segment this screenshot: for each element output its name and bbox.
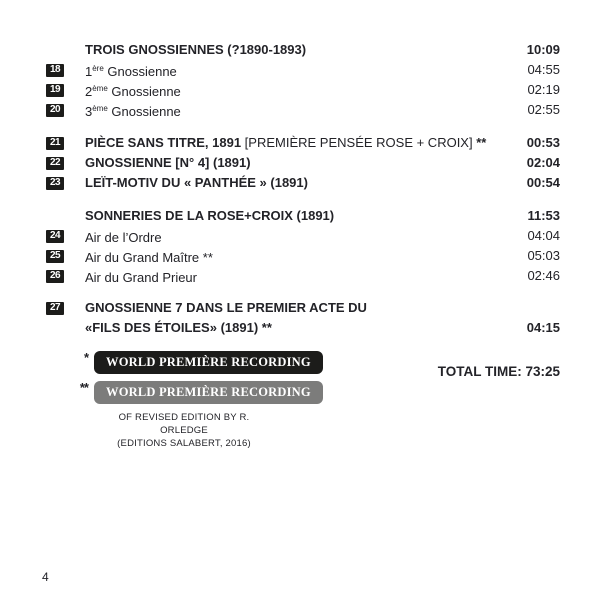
section-gap [46, 193, 560, 206]
section-gap [46, 286, 560, 298]
track-row [46, 266, 560, 286]
track-title-line2: «FILS DES ÉTOILES» (1891) ** [85, 320, 272, 335]
track-number-badge: 25 [46, 250, 64, 263]
track-title: PIÈCE SANS TITRE, 1891 [PREMIÈRE PENSÉE ROSE + CROIX] ** [85, 135, 487, 150]
ordinal-superscript: ère [92, 63, 104, 73]
footnote-single [60, 351, 323, 374]
track-time: 04:15 [526, 320, 560, 335]
footnote-caption [94, 411, 274, 450]
world-premiere-badge-gray: WORLD PREMIÈRE RECORDING [94, 381, 323, 404]
track-number-badge: 21 [46, 137, 64, 150]
track-time: 02:04 [526, 155, 560, 170]
ordinal-superscript: ème [92, 83, 108, 93]
track-title: LEÏT-MOTIV DU « PANTHÉE » (1891) [85, 175, 308, 190]
track-time: 00:53 [526, 135, 560, 150]
world-premiere-badge-black: WORLD PREMIÈRE RECORDING [94, 351, 323, 374]
footnote-caption-line2: (EDITIONS SALABERT, 2016) [117, 438, 251, 449]
section-time: 10:09 [526, 42, 560, 57]
track-row [46, 226, 560, 246]
track-title: 1ère Gnossienne [85, 63, 177, 79]
section-gap [46, 120, 560, 133]
track-title: GNOSSIENNE [N° 4] (1891) [85, 155, 251, 170]
total-time: TOTAL TIME: 73:25 [437, 364, 560, 379]
track-number-badge: 24 [46, 230, 64, 243]
footnote-badges [60, 351, 323, 450]
track-title: Air de l’Ordre [85, 229, 162, 245]
track-row [46, 298, 560, 338]
footnote-double [60, 381, 323, 404]
track-title: 2ème Gnossienne [85, 83, 181, 99]
track-row [46, 133, 560, 153]
section-title: SONNERIES DE LA ROSE+CROIX (1891) [85, 208, 335, 223]
track-time: 00:54 [526, 175, 560, 190]
footnotes-area [0, 351, 600, 450]
track-row [46, 153, 560, 173]
track-title [85, 298, 508, 338]
track-number-badge: 22 [46, 157, 64, 170]
section-header-row [46, 206, 560, 226]
track-time: 02:55 [527, 102, 560, 117]
track-number-badge: 26 [46, 270, 64, 283]
track-title: 3ème Gnossienne [85, 103, 181, 119]
track-number-badge: 27 [46, 302, 64, 315]
ordinal-superscript: ème [92, 103, 108, 113]
page-number: 4 [42, 570, 49, 584]
footnote-caption-line1: OF REVISED EDITION BY R. ORLEDGE [118, 412, 250, 436]
track-row [46, 173, 560, 193]
track-row [46, 80, 560, 100]
track-time: 05:03 [527, 248, 560, 263]
footnote-star-double: ** [79, 380, 88, 395]
footnote-star-single: * [83, 350, 88, 365]
section-time: 11:53 [527, 208, 560, 223]
track-row [46, 60, 560, 80]
track-title: Air du Grand Prieur [85, 269, 197, 285]
track-row [46, 100, 560, 120]
track-number-badge: 19 [46, 84, 64, 97]
track-number-badge: 23 [46, 177, 64, 190]
track-title: Air du Grand Maître ** [85, 249, 213, 265]
track-time: 02:19 [527, 82, 560, 97]
section-title: TROIS GNOSSIENNES (?1890-1893) [85, 42, 307, 57]
track-row [46, 246, 560, 266]
track-number-badge: 20 [46, 104, 64, 117]
track-time: 04:04 [527, 228, 560, 243]
track-title-line1: GNOSSIENNE 7 DANS LE PREMIER ACTE DU [85, 300, 367, 315]
track-number-badge: 18 [46, 64, 64, 77]
track-time: 04:55 [527, 62, 560, 77]
track-time: 02:46 [527, 268, 560, 283]
section-header-row [46, 40, 560, 60]
